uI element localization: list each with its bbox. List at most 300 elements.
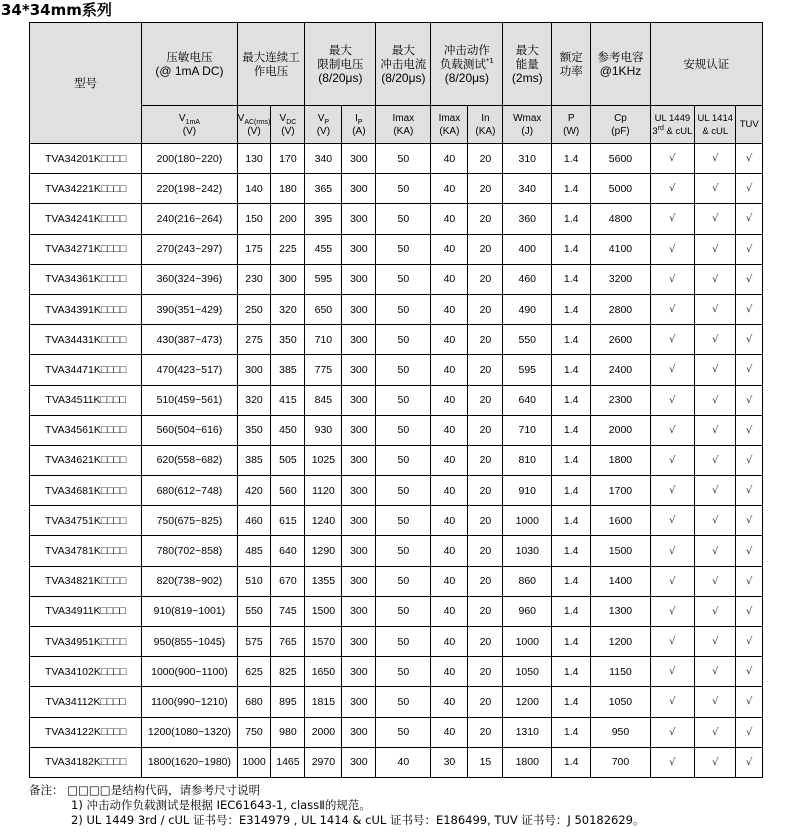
cell-p: 1.4: [552, 204, 591, 234]
cell-tuv: √: [736, 234, 763, 264]
cell-p: 1.4: [552, 747, 591, 777]
table-body: [30, 144, 763, 778]
cell-imax1: 50: [376, 174, 431, 204]
cell-ip: 300: [342, 476, 376, 506]
cell-ul1414: √: [695, 627, 736, 657]
cell-v1ma: 820(738~902): [142, 566, 237, 596]
cell-cp: 1600: [591, 506, 650, 536]
cell-tuv: √: [736, 385, 763, 415]
cell-vp: 710: [305, 325, 342, 355]
subheader-ip: $I_P$ (A): [342, 106, 376, 144]
cell-vac: 275: [237, 325, 271, 355]
cell-model: TVA34271K□□□□: [30, 234, 142, 264]
cell-imax2: 40: [431, 717, 468, 747]
table-row: [30, 717, 763, 747]
cell-model: TVA34681K□□□□: [30, 476, 142, 506]
cell-cp: 1500: [591, 536, 650, 566]
cell-imax2: 40: [431, 174, 468, 204]
cell-ip: 300: [342, 747, 376, 777]
cell-ul1414: √: [695, 566, 736, 596]
table-row: [30, 355, 763, 385]
cell-in: 20: [468, 325, 503, 355]
cell-ip: 300: [342, 445, 376, 475]
cell-ip: 300: [342, 627, 376, 657]
cell-cp: 2000: [591, 415, 650, 445]
cell-vac: 575: [237, 627, 271, 657]
cell-imax1: 50: [376, 476, 431, 506]
cell-ul1414: √: [695, 506, 736, 536]
cell-in: 20: [468, 536, 503, 566]
cell-imax2: 40: [431, 596, 468, 626]
cell-ul1414: √: [695, 264, 736, 294]
cell-cp: 1300: [591, 596, 650, 626]
cell-vdc: 615: [271, 506, 305, 536]
cell-cp: 1700: [591, 476, 650, 506]
cell-wmax: 640: [503, 385, 552, 415]
cell-imax1: 50: [376, 355, 431, 385]
cell-model: TVA34751K□□□□: [30, 506, 142, 536]
table-row: [30, 174, 763, 204]
cell-imax1: 50: [376, 687, 431, 717]
subheader-p: P (W): [552, 106, 591, 144]
cell-v1ma: 1800(1620~1980): [142, 747, 237, 777]
cell-v1ma: 910(819~1001): [142, 596, 237, 626]
table-row: [30, 264, 763, 294]
cell-wmax: 310: [503, 144, 552, 174]
cell-in: 20: [468, 174, 503, 204]
cell-cp: 950: [591, 717, 650, 747]
cell-ul1414: √: [695, 536, 736, 566]
cell-vp: 775: [305, 355, 342, 385]
cell-in: 20: [468, 566, 503, 596]
cell-vdc: 640: [271, 536, 305, 566]
cell-vdc: 505: [271, 445, 305, 475]
cell-ip: 300: [342, 174, 376, 204]
cell-ul1414: √: [695, 355, 736, 385]
cell-cp: 700: [591, 747, 650, 777]
cell-imax2: 40: [431, 506, 468, 536]
cell-model: TVA34112K□□□□: [30, 687, 142, 717]
cell-wmax: 460: [503, 264, 552, 294]
cell-vp: 340: [305, 144, 342, 174]
cell-imax1: 50: [376, 596, 431, 626]
cell-tuv: √: [736, 657, 763, 687]
cell-ip: 300: [342, 506, 376, 536]
cell-v1ma: 270(243~297): [142, 234, 237, 264]
subheader-vac: $V_{AC(rms)}$ (V): [237, 106, 271, 144]
cell-vdc: 200: [271, 204, 305, 234]
cell-cp: 4800: [591, 204, 650, 234]
cell-imax1: 50: [376, 234, 431, 264]
cell-vdc: 225: [271, 234, 305, 264]
cell-vac: 250: [237, 294, 271, 324]
header-max-surge-current: 最大 冲击电流 (8/20μs): [376, 23, 431, 106]
cell-vp: 1120: [305, 476, 342, 506]
cell-cp: 2400: [591, 355, 650, 385]
subheader-ul1414: UL 1414 & cUL: [695, 106, 736, 144]
cell-cp: 5600: [591, 144, 650, 174]
cell-wmax: 1050: [503, 657, 552, 687]
cell-p: 1.4: [552, 355, 591, 385]
cell-vac: 750: [237, 717, 271, 747]
cell-vp: 1240: [305, 506, 342, 536]
cell-ip: 300: [342, 325, 376, 355]
cell-vdc: 320: [271, 294, 305, 324]
cell-v1ma: 780(702~858): [142, 536, 237, 566]
cell-v1ma: 510(459~561): [142, 385, 237, 415]
header-varistor-voltage: 压敏电压 (@ 1mA DC): [142, 23, 237, 106]
cell-ul1414: √: [695, 415, 736, 445]
cell-ul1449: √: [650, 747, 694, 777]
cell-model: TVA34821K□□□□: [30, 566, 142, 596]
cell-v1ma: 950(855~1045): [142, 627, 237, 657]
subheader-ul1449: UL 1449 3rd & cUL: [650, 106, 694, 144]
cell-vdc: 745: [271, 596, 305, 626]
cell-vdc: 300: [271, 264, 305, 294]
cell-vdc: 895: [271, 687, 305, 717]
cell-imax1: 50: [376, 657, 431, 687]
cell-imax1: 50: [376, 385, 431, 415]
cell-imax1: 40: [376, 747, 431, 777]
cell-p: 1.4: [552, 596, 591, 626]
cell-p: 1.4: [552, 385, 591, 415]
cell-in: 15: [468, 747, 503, 777]
cell-cp: 4100: [591, 234, 650, 264]
cell-ul1449: √: [650, 325, 694, 355]
note-structure-code: 备注： □□□□是结构代码，请参考尺寸说明: [29, 783, 261, 797]
cell-model: TVA34561K□□□□: [30, 415, 142, 445]
cell-ip: 300: [342, 234, 376, 264]
cell-wmax: 595: [503, 355, 552, 385]
cell-in: 20: [468, 506, 503, 536]
header-model: 型号: [30, 23, 142, 144]
cell-ul1449: √: [650, 385, 694, 415]
cell-ul1414: √: [695, 596, 736, 626]
cell-vp: 365: [305, 174, 342, 204]
cell-imax1: 50: [376, 536, 431, 566]
cell-vp: 395: [305, 204, 342, 234]
cell-vac: 460: [237, 506, 271, 536]
table-row: [30, 234, 763, 264]
cell-in: 20: [468, 294, 503, 324]
cell-tuv: √: [736, 355, 763, 385]
cell-wmax: 360: [503, 204, 552, 234]
subheader-vp: $V_P$ (V): [305, 106, 342, 144]
cell-p: 1.4: [552, 566, 591, 596]
header-max-energy: 最大 能量 (2ms): [503, 23, 552, 106]
cell-imax1: 50: [376, 717, 431, 747]
cell-ul1414: √: [695, 204, 736, 234]
cell-v1ma: 430(387~473): [142, 325, 237, 355]
cell-ul1449: √: [650, 566, 694, 596]
cell-wmax: 340: [503, 174, 552, 204]
cell-vac: 485: [237, 536, 271, 566]
cell-cp: 1050: [591, 687, 650, 717]
cell-v1ma: 750(675~825): [142, 506, 237, 536]
cell-wmax: 910: [503, 476, 552, 506]
cell-v1ma: 1000(900~1100): [142, 657, 237, 687]
cell-p: 1.4: [552, 144, 591, 174]
cell-vdc: 450: [271, 415, 305, 445]
cell-in: 20: [468, 415, 503, 445]
cell-vp: 1500: [305, 596, 342, 626]
cell-cp: 5000: [591, 174, 650, 204]
cell-ip: 300: [342, 264, 376, 294]
cell-ip: 300: [342, 596, 376, 626]
cell-vdc: 825: [271, 657, 305, 687]
cell-ip: 300: [342, 355, 376, 385]
cell-in: 20: [468, 385, 503, 415]
subheader-imax1: Imax (KA): [376, 106, 431, 144]
cell-vac: 130: [237, 144, 271, 174]
cell-ul1449: √: [650, 355, 694, 385]
cell-vp: 845: [305, 385, 342, 415]
subheader-wmax: Wmax (J): [503, 106, 552, 144]
cell-wmax: 550: [503, 325, 552, 355]
cell-ul1414: √: [695, 687, 736, 717]
cell-p: 1.4: [552, 536, 591, 566]
cell-ip: 300: [342, 657, 376, 687]
note-certificates: 2) UL 1449 3rd / cUL 证书号：E314979 , UL 1414 & cUL 证书号：E186499, TUV 证书号：J 50182629。: [71, 813, 645, 827]
cell-in: 20: [468, 717, 503, 747]
cell-cp: 1400: [591, 566, 650, 596]
cell-vp: 650: [305, 294, 342, 324]
cell-vp: 595: [305, 264, 342, 294]
cell-imax2: 40: [431, 294, 468, 324]
cell-ul1414: √: [695, 325, 736, 355]
cell-tuv: √: [736, 174, 763, 204]
cell-in: 20: [468, 144, 503, 174]
cell-model: TVA34201K□□□□: [30, 144, 142, 174]
cell-ul1449: √: [650, 264, 694, 294]
cell-in: 20: [468, 627, 503, 657]
cell-ul1414: √: [695, 144, 736, 174]
cell-p: 1.4: [552, 506, 591, 536]
cell-ip: 300: [342, 687, 376, 717]
table-row: [30, 415, 763, 445]
page-title: 34*34mm系列: [1, 1, 112, 19]
cell-model: TVA34221K□□□□: [30, 174, 142, 204]
cell-p: 1.4: [552, 657, 591, 687]
cell-tuv: √: [736, 717, 763, 747]
cell-wmax: 1030: [503, 536, 552, 566]
cell-imax2: 40: [431, 445, 468, 475]
cell-imax2: 40: [431, 687, 468, 717]
cell-ip: 300: [342, 144, 376, 174]
cell-tuv: √: [736, 144, 763, 174]
cell-wmax: 1800: [503, 747, 552, 777]
cell-v1ma: 560(504~616): [142, 415, 237, 445]
cell-wmax: 1000: [503, 506, 552, 536]
cell-tuv: √: [736, 687, 763, 717]
header-rated-power: 额定 功率: [552, 23, 591, 106]
cell-wmax: 400: [503, 234, 552, 264]
cell-v1ma: 470(423~517): [142, 355, 237, 385]
cell-imax2: 40: [431, 144, 468, 174]
cell-vac: 420: [237, 476, 271, 506]
cell-vp: 1815: [305, 687, 342, 717]
cell-vac: 140: [237, 174, 271, 204]
cell-vac: 550: [237, 596, 271, 626]
cell-ip: 300: [342, 385, 376, 415]
cell-v1ma: 390(351~429): [142, 294, 237, 324]
cell-ul1449: √: [650, 596, 694, 626]
cell-wmax: 1200: [503, 687, 552, 717]
table-row: [30, 747, 763, 777]
cell-ip: 300: [342, 415, 376, 445]
cell-p: 1.4: [552, 174, 591, 204]
cell-imax2: 40: [431, 234, 468, 264]
table-row: [30, 144, 763, 174]
cell-vp: 1570: [305, 627, 342, 657]
cell-v1ma: 1100(990~1210): [142, 687, 237, 717]
cell-p: 1.4: [552, 325, 591, 355]
table-row: [30, 445, 763, 475]
cell-in: 20: [468, 476, 503, 506]
cell-vdc: 560: [271, 476, 305, 506]
cell-ul1449: √: [650, 294, 694, 324]
table-row: [30, 385, 763, 415]
cell-cp: 2600: [591, 325, 650, 355]
cell-p: 1.4: [552, 476, 591, 506]
cell-vac: 300: [237, 355, 271, 385]
table-row: [30, 596, 763, 626]
cell-ul1449: √: [650, 687, 694, 717]
cell-ul1449: √: [650, 174, 694, 204]
cell-tuv: √: [736, 415, 763, 445]
cell-cp: 2800: [591, 294, 650, 324]
cell-wmax: 860: [503, 566, 552, 596]
cell-wmax: 1000: [503, 627, 552, 657]
cell-vdc: 980: [271, 717, 305, 747]
table-row: [30, 536, 763, 566]
cell-ul1414: √: [695, 234, 736, 264]
cell-model: TVA34391K□□□□: [30, 294, 142, 324]
cell-imax2: 30: [431, 747, 468, 777]
header-max-clamping-voltage: 最大 限制电压 (8/20μs): [305, 23, 376, 106]
cell-p: 1.4: [552, 234, 591, 264]
cell-v1ma: 1200(1080~1320): [142, 717, 237, 747]
cell-vdc: 765: [271, 627, 305, 657]
cell-ul1449: √: [650, 234, 694, 264]
header-safety: 安规认证: [650, 23, 762, 106]
cell-ip: 300: [342, 717, 376, 747]
cell-ul1414: √: [695, 174, 736, 204]
cell-cp: 1200: [591, 627, 650, 657]
cell-vdc: 385: [271, 355, 305, 385]
cell-imax2: 40: [431, 415, 468, 445]
notes: [29, 783, 789, 828]
cell-v1ma: 360(324~396): [142, 264, 237, 294]
cell-vp: 1290: [305, 536, 342, 566]
cell-imax1: 50: [376, 566, 431, 596]
subheader-cp: Cp (pF): [591, 106, 650, 144]
cell-ul1414: √: [695, 294, 736, 324]
subheader-vdc: $V_{DC}$ (V): [271, 106, 305, 144]
cell-tuv: √: [736, 445, 763, 475]
cell-ip: 300: [342, 204, 376, 234]
cell-ul1414: √: [695, 747, 736, 777]
cell-ul1449: √: [650, 415, 694, 445]
cell-vac: 1000: [237, 747, 271, 777]
cell-vdc: 180: [271, 174, 305, 204]
table-row: [30, 657, 763, 687]
table-row: [30, 687, 763, 717]
subheader-tuv: TUV: [736, 106, 763, 144]
cell-vac: 350: [237, 415, 271, 445]
cell-ul1449: √: [650, 536, 694, 566]
cell-imax1: 50: [376, 445, 431, 475]
cell-v1ma: 680(612~748): [142, 476, 237, 506]
cell-imax1: 50: [376, 415, 431, 445]
cell-model: TVA34182K□□□□: [30, 747, 142, 777]
cell-model: TVA34361K□□□□: [30, 264, 142, 294]
cell-cp: 1800: [591, 445, 650, 475]
cell-vp: 1355: [305, 566, 342, 596]
table-row: [30, 476, 763, 506]
cell-imax2: 40: [431, 325, 468, 355]
cell-ul1414: √: [695, 717, 736, 747]
cell-vdc: 415: [271, 385, 305, 415]
cell-ul1449: √: [650, 657, 694, 687]
cell-v1ma: 240(216~264): [142, 204, 237, 234]
cell-ul1449: √: [650, 476, 694, 506]
cell-model: TVA34102K□□□□: [30, 657, 142, 687]
subheader-imax2: Imax (KA): [431, 106, 468, 144]
subheader-v1ma: $V_{1mA}$ (V): [142, 106, 237, 144]
cell-model: TVA34471K□□□□: [30, 355, 142, 385]
cell-p: 1.4: [552, 415, 591, 445]
table-row: [30, 204, 763, 234]
cell-model: TVA34621K□□□□: [30, 445, 142, 475]
header-max-continuous-voltage: 最大连续工作电压: [237, 23, 305, 106]
header-capacitance: 参考电容 @1KHz: [591, 23, 650, 106]
cell-p: 1.4: [552, 294, 591, 324]
cell-in: 20: [468, 234, 503, 264]
cell-tuv: √: [736, 294, 763, 324]
cell-vac: 625: [237, 657, 271, 687]
cell-ul1449: √: [650, 627, 694, 657]
cell-imax2: 40: [431, 385, 468, 415]
cell-vp: 1025: [305, 445, 342, 475]
cell-cp: 2300: [591, 385, 650, 415]
cell-vp: 930: [305, 415, 342, 445]
cell-imax1: 50: [376, 325, 431, 355]
table-row: [30, 506, 763, 536]
cell-imax1: 50: [376, 144, 431, 174]
cell-imax2: 40: [431, 204, 468, 234]
cell-in: 20: [468, 687, 503, 717]
cell-imax2: 40: [431, 566, 468, 596]
cell-vac: 150: [237, 204, 271, 234]
cell-wmax: 710: [503, 415, 552, 445]
cell-cp: 1150: [591, 657, 650, 687]
cell-imax2: 40: [431, 657, 468, 687]
cell-ul1449: √: [650, 204, 694, 234]
cell-in: 20: [468, 204, 503, 234]
cell-vdc: 1465: [271, 747, 305, 777]
cell-vp: 2970: [305, 747, 342, 777]
cell-vp: 2000: [305, 717, 342, 747]
cell-imax1: 50: [376, 204, 431, 234]
cell-vac: 680: [237, 687, 271, 717]
table-row: [30, 627, 763, 657]
cell-ul1449: √: [650, 144, 694, 174]
cell-ul1414: √: [695, 445, 736, 475]
cell-tuv: √: [736, 476, 763, 506]
cell-vp: 455: [305, 234, 342, 264]
cell-vdc: 170: [271, 144, 305, 174]
